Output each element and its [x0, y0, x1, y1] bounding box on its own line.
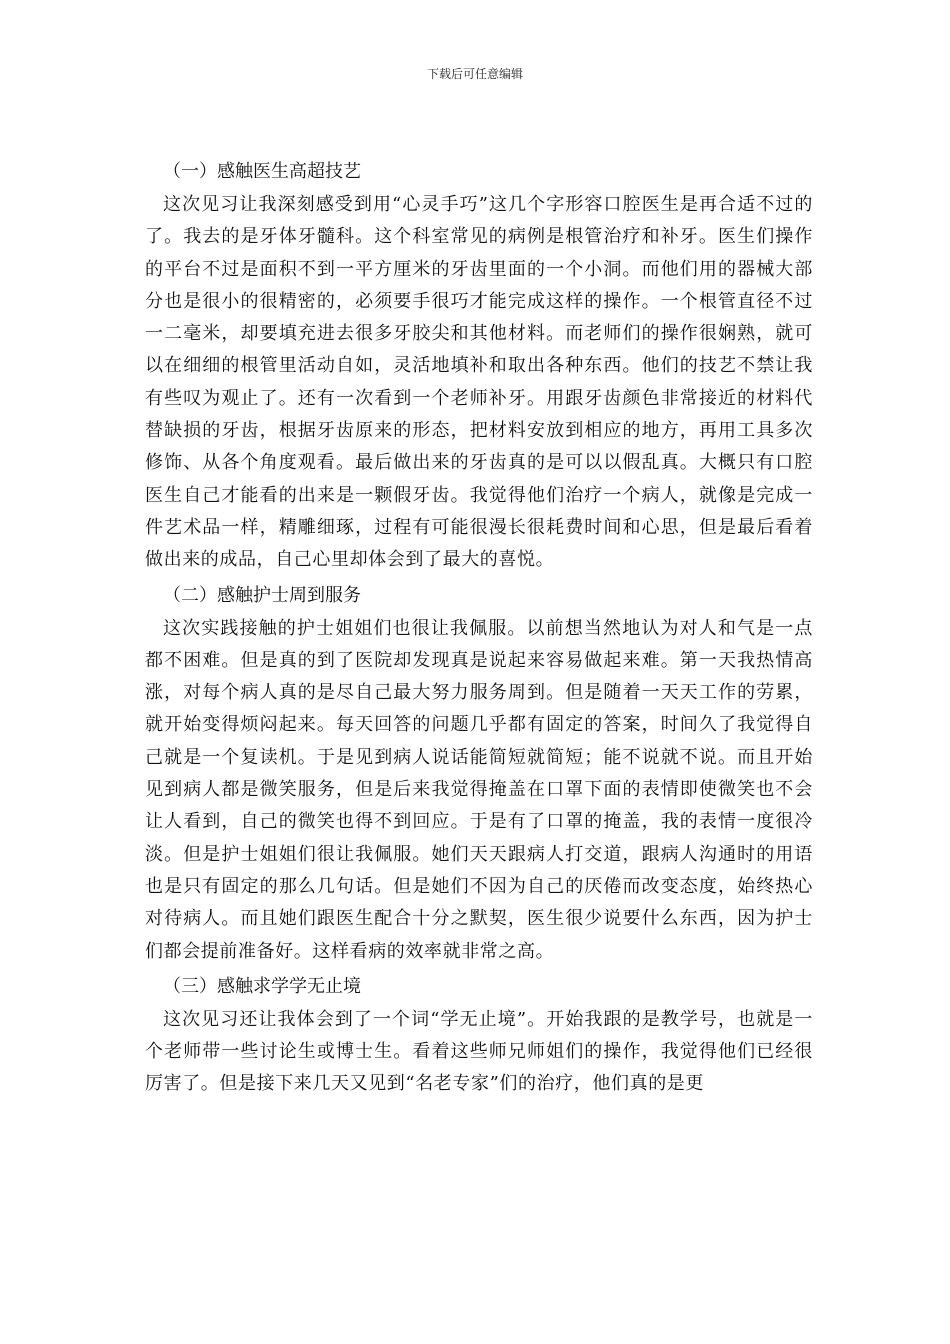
document-body: [145, 155, 813, 1103]
section-heading-1: （一）感触医生高超技艺: [163, 161, 361, 182]
section-paragraph-1: 这次见习让我深刻感受到用“心灵手巧”这几个字形容口腔医生是再合适不过的了。我去的是牙体牙髓科。这个科室常见的病例是根管治疗和补牙。医生们操作的平台不过是面积不到一平方厘米的牙齿里面的一个小洞。而他们用的器械大部分也是很小的很精密的，必须要手很巧才能完成这样的操作。一个根管直径不过一二毫米，却要填充进去很多牙胶尖和其他材料。而老师们的操作很娴熟，就可以在细细的根管里活动自如，灵活地填补和取出各种东西。他们的技艺不禁让我有些叹为观止了。还有一次看到一个老师补牙。用跟牙齿颜色非常接近的材料代替缺损的牙齿，根据牙齿原来的形态，把材料安放到相应的地方，再用工具多次修饰、从各个角度观看。最后做出来的牙齿真的是可以以假乱真。大概只有口腔医生自己才能看的出来是一颗假牙齿。我觉得他们治疗一个病人，就像是完成一件艺术品一样，精雕细琢，过程有可能很漫长很耗费时间和心思，但是最后看着做出来的成品，自己心里却体会到了最大的喜悦。: [145, 194, 813, 571]
section-paragraph-2: 这次实践接触的护士姐姐们也很让我佩服。以前想当然地认为对人和气是一点都不困难。但是真的到了医院却发现真是说起来容易做起来难。第一天我热情高涨，对每个病人真的是尽自己最大努力服务周到。但是随着一天天工作的劳累，就开始变得烦闷起来。每天回答的问题几乎都有固定的答案，时间久了我觉得自己就是一个复读机。于是见到病人说话能简短就简短；能不说就不说。而且开始见到病人都是微笑服务，但是后来我觉得掩盖在口罩下面的表情即使微笑也不会让人看到，自己的微笑也得不到回应。于是有了口罩的掩盖，我的表情一度很冷淡。但是护士姐姐们很让我佩服。她们天天跟病人打交道，跟病人沟通时的用语也是只有固定的那么几句话。但是她们不因为自己的厌倦而改变态度，始终热心对待病人。而且她们跟医生配合十分之默契，医生很少说要什么东西，因为护士们都会提前准备好。这样看病的效率就非常之高。: [145, 617, 813, 962]
section-heading-3: （三）感触求学学无止境: [163, 975, 361, 997]
section-heading-2: （二）感触护士周到服务: [163, 584, 361, 606]
section-paragraph-3: 这次见习还让我体会到了一个词“学无止境”。开始我跟的是教学号，也就是一个老师带一些讨论生或博士生。看着这些师兄师姐们的操作，我觉得他们已经很厉害了。但是接下来几天又见到“名老专家”们的治疗，他们真的是更: [145, 1008, 813, 1095]
page-header-note: 下载后可任意编辑: [426, 67, 523, 81]
